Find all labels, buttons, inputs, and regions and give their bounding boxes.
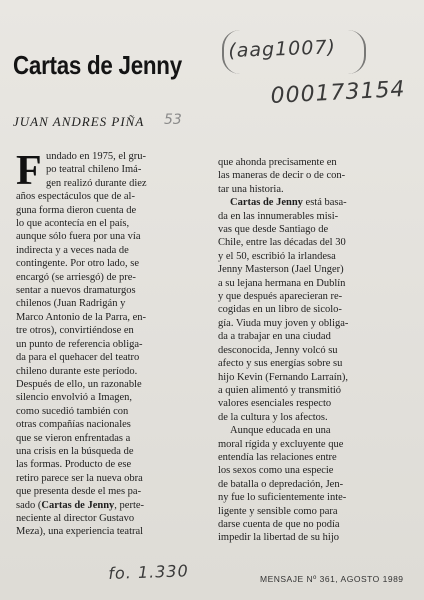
text-line: Marco Antonio de la Parra, en- xyxy=(16,311,147,323)
text-line: de la cultura y los afectos. xyxy=(218,411,328,423)
text-line: da a trabajar en una ciudad xyxy=(218,331,331,343)
text-line: indirecta y a veces nada de xyxy=(16,244,129,256)
text-line: que ahonda precisamente en xyxy=(218,157,337,168)
text-line: entendía las relaciones entre xyxy=(218,451,337,463)
text-line: como sucedió también con xyxy=(16,405,129,417)
text-line: impedir la libertad de su hijo xyxy=(218,532,340,544)
text-line: a su lejana hermana en Dublín xyxy=(218,277,346,289)
text-line: los sexos como una especie xyxy=(218,465,334,477)
text-line: silencio envolvió a Imagen, xyxy=(16,392,133,404)
text-line: sado (Cartas de Jenny, perte- xyxy=(16,499,145,511)
text-line: gía. Viuda muy joven y obliga- xyxy=(218,317,349,329)
text-line: da para el quehacer del teatro xyxy=(16,352,140,364)
text-line: afecto y sus energías sobre su xyxy=(218,358,343,370)
text-line: las maneras de decir o de con- xyxy=(218,170,346,182)
article-title: Cartas de Jenny xyxy=(13,50,182,80)
text-line: da en las innumerables misi- xyxy=(218,210,339,222)
article-author: JUAN ANDRES PIÑA xyxy=(13,114,145,129)
text-line: lo que acontecía en el país, xyxy=(16,218,130,230)
text-line: gen realizó durante diez xyxy=(46,177,147,189)
handwritten-page-mark: 53 xyxy=(164,112,182,128)
text-line: guna forma dieron cuenta de xyxy=(16,204,137,216)
handwritten-accession-code: 000173154 xyxy=(270,76,407,109)
text-line: vas que desde Santiago de xyxy=(218,224,329,236)
left-column xyxy=(16,150,209,539)
text-line: ligente y sensible como para xyxy=(218,505,338,517)
text-line: Después de ello, un razonable xyxy=(16,378,142,390)
drop-cap: F xyxy=(16,148,42,194)
text-line: que presenta desde el mes pa- xyxy=(16,486,142,498)
text-line: que se vieron enfrentadas a xyxy=(16,432,131,444)
text-line: tar una historia. xyxy=(218,183,284,195)
text-line: chileno durante este período. xyxy=(16,365,138,377)
publication-footer: MENSAJE Nº 361, AGOSTO 1989 xyxy=(260,574,404,584)
text-line: otras compañías nacionales xyxy=(16,419,131,431)
text-line: y que después aparecieran re- xyxy=(218,291,343,303)
text-line: a quien alimentó y transmitió xyxy=(218,384,342,396)
text-line: valores esenciales respecto xyxy=(218,398,332,410)
text-line: desconocida, Jenny volcó su xyxy=(218,344,338,356)
right-column xyxy=(218,156,412,545)
text-line: sentar a nuevos dramaturgos xyxy=(16,285,136,297)
text-line: Chile, entre las décadas del 30 xyxy=(218,237,346,249)
text-line: un punto de referencia obliga- xyxy=(16,338,143,350)
text-line: de batalla o depredación, Jen- xyxy=(218,478,344,490)
handwritten-folio: fo. 1.330 xyxy=(108,561,190,583)
text-line: undado en 1975, el gru- xyxy=(46,151,147,162)
text-line: Meza), una experiencia teatral xyxy=(16,526,144,538)
text-line: hijo Kevin (Fernando Larraín), xyxy=(218,371,349,383)
text-line: contingente. Por otro lado, se xyxy=(16,258,140,270)
text-line: darse cuenta de que no podía xyxy=(218,518,340,530)
text-line: una crisis en la búsqueda de xyxy=(16,445,134,457)
text-line: retiro parece ser la nueva obra xyxy=(16,472,143,484)
text-line: encargó (se arriesgó) de pre- xyxy=(16,271,136,283)
text-line: po teatral chileno Imá- xyxy=(46,164,142,176)
text-line: años espectáculos que de al- xyxy=(16,191,135,203)
handwritten-reference-code: (aag1007) xyxy=(228,36,337,62)
text-line: aunque sólo fuera por una vía xyxy=(16,231,141,243)
text-line: las formas. Producto de ese xyxy=(16,459,132,471)
text-line: neciente al director Gustavo xyxy=(16,512,135,524)
text-line: Jenny Masterson (Jael Unger) xyxy=(218,264,344,276)
text-line: tre otros), convirtiéndose en xyxy=(16,325,134,337)
text-line: Aunque educada en una xyxy=(230,425,331,437)
text-line: Cartas de Jenny está basa- xyxy=(230,197,347,209)
text-line: y el 50, escribió la irlandesa xyxy=(218,250,336,262)
text-line: ny fue lo suficientemente inte- xyxy=(218,492,347,504)
text-line: chilenos (Juan Radrigán y xyxy=(16,298,126,310)
text-line: moral rígida y excluyente que xyxy=(218,438,344,450)
text-line: cogidas en un libro de sicolo- xyxy=(218,304,342,316)
